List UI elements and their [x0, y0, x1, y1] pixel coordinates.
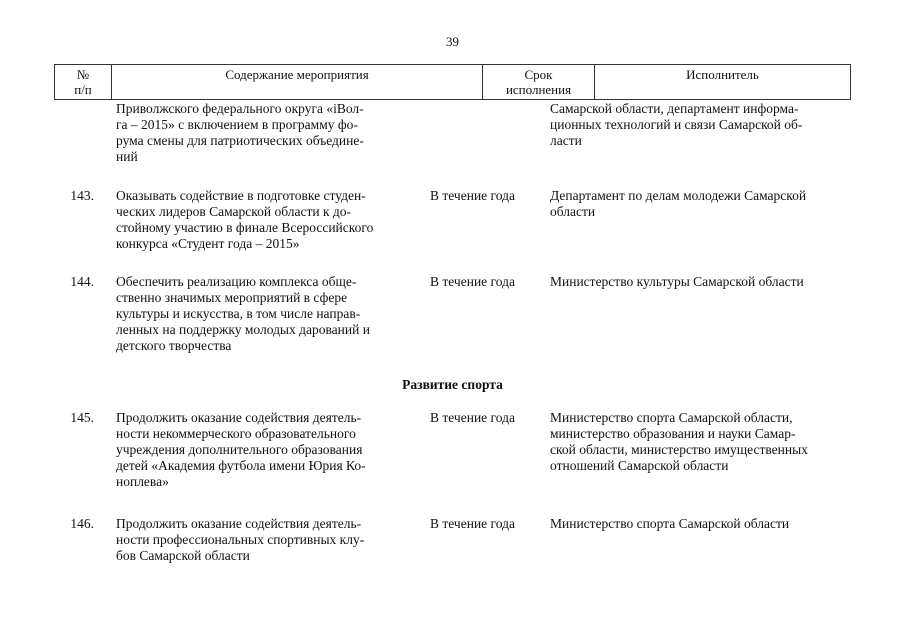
row-term: В течение года [430, 274, 515, 289]
header-term-label: Срок исполнения [505, 67, 572, 97]
section-title: Развитие спорта [402, 377, 503, 392]
row-number: 144. [70, 274, 94, 289]
row-content: Продолжить оказание содействия деятель- ности некоммерческого образовательного учреждения дополнительного образования детей «Академия футбола имени Юрия Ко- ноплева» [116, 410, 366, 489]
row-number: 146. [70, 516, 94, 531]
table-header [54, 64, 851, 100]
row-executor: Министерство спорта Самарской области [550, 516, 790, 531]
row-term: В течение года [430, 410, 515, 425]
row-executor: Самарской области, департамент информа- ционных технологий и связи Самарской об- ласти [550, 101, 803, 148]
row-term: В течение года [430, 516, 515, 531]
row-content: Обеспечить реализацию комплекса обще- ственно значимых мероприятий в сфере культуры и искусства, в том числе направ- ленных на поддержку молодых дарований и детского творчества [116, 274, 370, 353]
header-content [111, 65, 482, 99]
row-executor: Министерство культуры Самарской области [550, 274, 804, 289]
row-executor: Департамент по делам молодежи Самарской области [550, 188, 807, 219]
header-executor [594, 65, 850, 99]
row-content: Приволжского федерального округа «iВол- га – 2015» с включением в программу фо- рума смены для патриотических объедине- ний [116, 101, 364, 164]
row-number: 143. [70, 188, 94, 203]
page-number: 39 [446, 34, 459, 49]
header-number [55, 65, 111, 99]
header-content-label: Содержание мероприятия [225, 67, 369, 82]
header-executor-label: Исполнитель [686, 67, 759, 82]
row-term: В течение года [430, 188, 515, 203]
header-number-label: № п/п [74, 67, 92, 97]
row-number: 145. [70, 410, 94, 425]
row-executor: Министерство спорта Самарской области, министерство образования и науки Самар- ской области, министерство имущественных отношений Самарской области [550, 410, 808, 473]
row-content: Продолжить оказание содействия деятель- ности профессиональных спортивных клу- бов Самарской области [116, 516, 365, 563]
row-content: Оказывать содействие в подготовке студен- ческих лидеров Самарской области к до- стойному участию в финале Всероссийского конкурса «Студент года – 2015» [116, 188, 374, 251]
header-term [482, 65, 594, 99]
